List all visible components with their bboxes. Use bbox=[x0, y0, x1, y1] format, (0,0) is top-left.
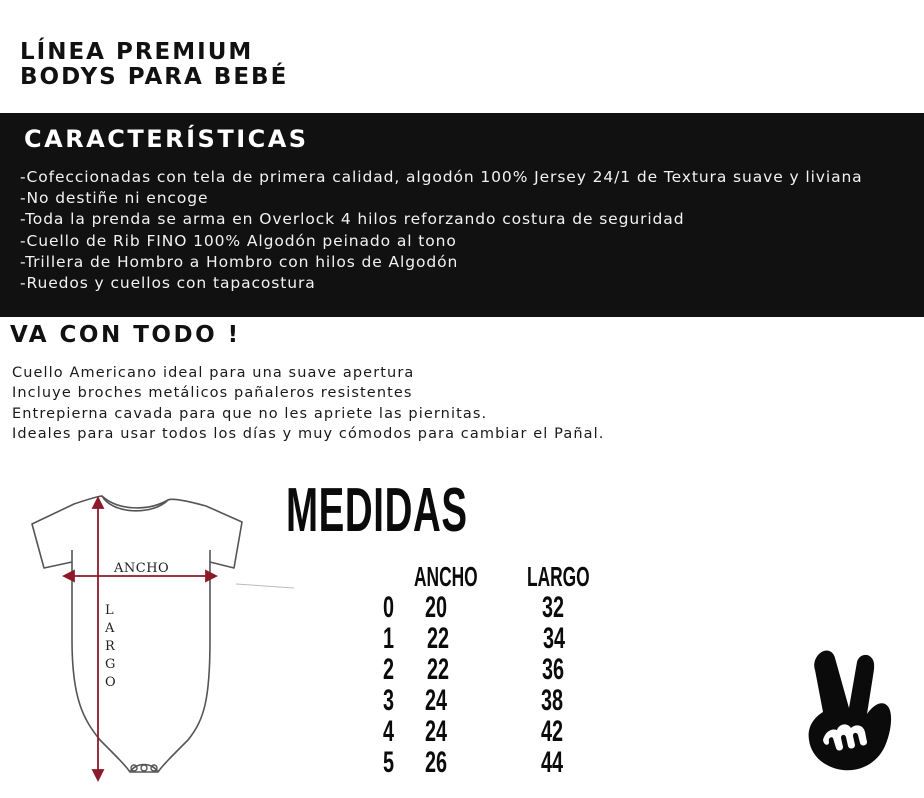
sizes-title: MEDIDAS bbox=[286, 476, 468, 545]
ancho-cell: 26 bbox=[425, 746, 448, 779]
ancho-cell: 22 bbox=[427, 622, 450, 655]
column-header-ancho: ANCHO bbox=[414, 561, 478, 592]
column-header-largo: LARGO bbox=[527, 561, 590, 592]
feature-item: -Cofeccionadas con tela de primera calidad, algodón 100% Jersey 24/1 de Textura suave y liviana bbox=[20, 168, 863, 186]
extras-list bbox=[12, 363, 604, 444]
length-letter: L bbox=[105, 603, 114, 618]
feature-item: -Ruedos y cuellos con tapacostura bbox=[20, 274, 316, 293]
extras-title: VA CON TODO ! bbox=[10, 322, 241, 348]
largo-cell: 38 bbox=[541, 684, 564, 717]
feature-item: -No destiñe ni encoge bbox=[20, 189, 209, 208]
size-cell: 0 bbox=[383, 591, 395, 624]
length-letter: O bbox=[105, 675, 116, 690]
ancho-cell: 24 bbox=[425, 684, 448, 717]
largo-cell: 44 bbox=[541, 746, 564, 779]
bodysuit-outline-icon bbox=[32, 496, 242, 772]
extras-item: Cuello Americano ideal para una suave apertura bbox=[12, 365, 415, 381]
length-letter: R bbox=[105, 639, 115, 654]
extras-item: Entrepierna cavada para que no les apriete las piernitas. bbox=[12, 405, 488, 422]
largo-cell: 42 bbox=[541, 715, 564, 748]
size-cell: 4 bbox=[383, 715, 395, 748]
brand-logo-icon bbox=[805, 646, 895, 774]
length-letter: A bbox=[105, 621, 115, 636]
length-arrow-icon bbox=[93, 498, 103, 780]
title-line-1: LÍNEA PREMIUM bbox=[20, 39, 254, 65]
feature-item: -Trillera de Hombro a Hombro con hilos de Algodón bbox=[20, 252, 459, 271]
shadow-line bbox=[236, 584, 294, 588]
bodysuit-diagram bbox=[22, 490, 302, 790]
ancho-cell: 24 bbox=[425, 715, 448, 748]
largo-cell: 32 bbox=[542, 591, 565, 624]
features-list bbox=[20, 167, 863, 294]
feature-item: -Cuello de Rib FINO 100% Algodón peinado al tono bbox=[20, 231, 457, 250]
size-cell: 3 bbox=[383, 684, 395, 717]
features-title: CARACTERÍSTICAS bbox=[24, 125, 309, 153]
ancho-cell: 22 bbox=[427, 653, 450, 686]
largo-cell: 34 bbox=[543, 622, 566, 655]
snap-buttons bbox=[131, 765, 157, 771]
features-section bbox=[0, 113, 924, 317]
size-cell: 1 bbox=[383, 622, 395, 655]
length-label bbox=[104, 603, 116, 690]
length-letter: G bbox=[105, 657, 116, 672]
size-cell: 2 bbox=[383, 653, 395, 686]
size-cell: 5 bbox=[383, 746, 395, 779]
feature-item: -Toda la prenda se arma en Overlock 4 hilos reforzando costura de seguridad bbox=[20, 210, 685, 229]
extras-item: Ideales para usar todos los días y muy cómodos para cambiar el Pañal. bbox=[12, 425, 605, 442]
extras-item: Incluye broches metálicos pañaleros resistentes bbox=[12, 385, 413, 402]
ancho-cell: 20 bbox=[425, 591, 448, 624]
page-title bbox=[20, 40, 288, 90]
title-line-2: BODYS PARA BEBÉ bbox=[20, 64, 289, 90]
snap-button bbox=[141, 765, 147, 771]
largo-cell: 36 bbox=[542, 653, 565, 686]
width-label: ANCHO bbox=[114, 561, 170, 576]
